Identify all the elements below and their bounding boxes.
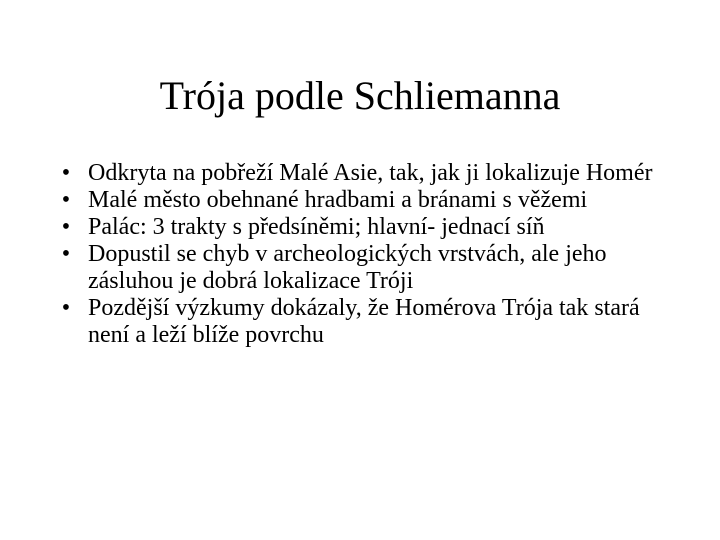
bullet-text: Pozdější výzkumy dokázaly, že Homérova Trója tak stará není a leží blíže povrchu [88, 295, 640, 348]
slide-title: Trója podle Schliemanna [159, 73, 561, 118]
bullet-item [56, 214, 676, 241]
bullet-item [56, 187, 676, 214]
bullet-marker: • [61, 241, 71, 267]
bullet-item [56, 241, 676, 295]
bullet-marker: • [61, 187, 71, 213]
bullet-item [56, 295, 676, 349]
bullet-list [56, 160, 676, 349]
bullet-marker: • [61, 214, 71, 240]
bullet-text: Malé město obehnané hradbami a bránami s věžemi [88, 187, 588, 213]
bullet-marker: • [61, 295, 71, 321]
bullet-text: Dopustil se chyb v archeologických vrstvách, ale jeho zásluhou je dobrá lokalizace Tróji [88, 241, 607, 294]
bullet-item [56, 160, 676, 187]
bullet-text: Palác: 3 trakty s předsíněmi; hlavní- jednací síň [88, 214, 545, 240]
bullet-text: Odkryta na pobřeží Malé Asie, tak, jak ji lokalizuje Homér [88, 160, 653, 186]
bullet-marker: • [61, 160, 71, 186]
